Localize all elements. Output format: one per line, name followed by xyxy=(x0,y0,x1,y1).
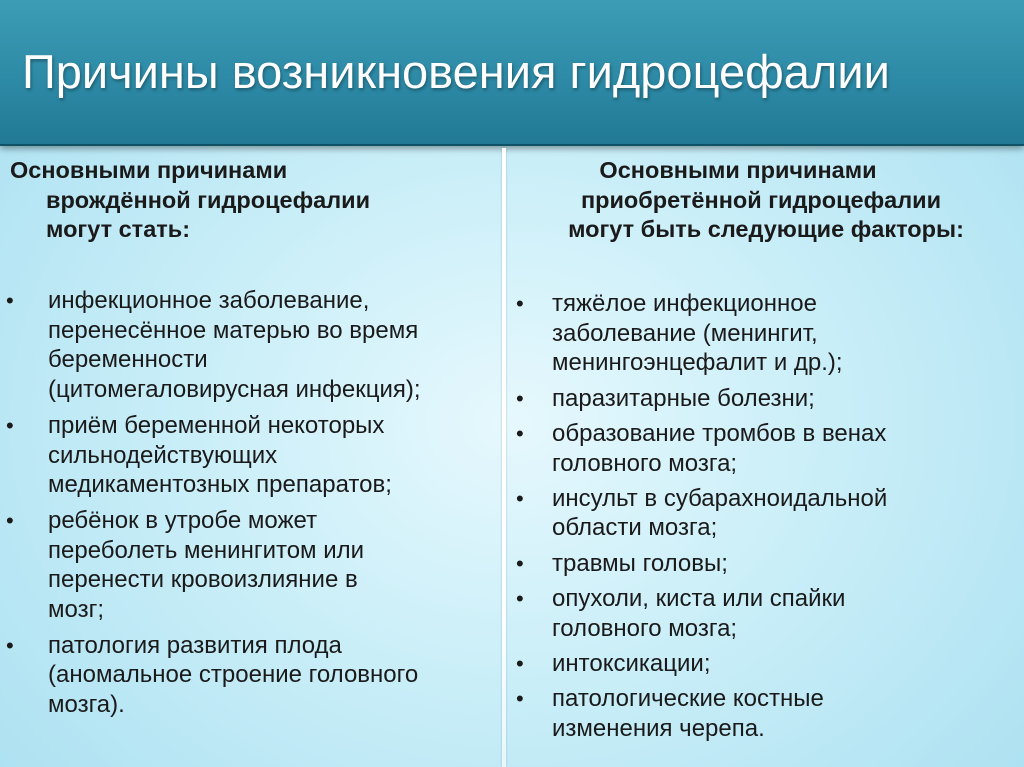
heading-line: Основными причинами xyxy=(10,157,288,183)
list-item-line: мозг; xyxy=(48,596,105,624)
bullet-icon: • xyxy=(516,650,524,676)
list-item-line: инфекционное заболевание, xyxy=(48,287,370,314)
list-item-line: травмы головы; xyxy=(552,549,728,577)
list-item xyxy=(6,411,500,500)
list-item-line: головного мозга; xyxy=(552,449,738,477)
list-item-line: мозга). xyxy=(48,691,125,719)
heading-line: врождённой гидроцефалии xyxy=(46,186,371,213)
list-item-line: патология развития плода xyxy=(48,631,342,659)
list-item-line: приём беременной некоторых xyxy=(48,411,385,439)
list-item xyxy=(510,289,1022,378)
list-item-line: инсульт в субарахноидальной xyxy=(552,484,888,512)
list-item-line: ребёнок в утробе может xyxy=(48,506,318,534)
list-item xyxy=(510,684,1022,743)
list-item-line: патологические костные xyxy=(552,684,824,712)
bullet-icon: • xyxy=(516,385,524,411)
bullet-icon: • xyxy=(516,550,524,576)
bullet-icon: • xyxy=(516,485,524,511)
list-item xyxy=(6,286,500,405)
list-item-line: (цитомегаловирусная инфекция); xyxy=(48,376,421,404)
bullet-icon: • xyxy=(6,288,14,313)
congenital-causes-heading xyxy=(6,150,500,245)
list-item-line: медикаментозных препаратов; xyxy=(48,471,392,499)
list-item-line: переболеть менингитом или xyxy=(48,536,365,564)
list-item-line: перенесённое матерью во время xyxy=(48,316,419,344)
list-item-line: сильнодействующих xyxy=(48,441,278,469)
list-item-line: беременности xyxy=(48,346,208,374)
list-item-line: опухоли, киста или спайки xyxy=(552,584,846,612)
list-item-line: изменения черепа. xyxy=(552,714,765,742)
list-item-line: интоксикации; xyxy=(552,649,711,677)
acquired-causes-column xyxy=(510,150,1022,742)
column-divider xyxy=(502,148,506,767)
bullet-icon: • xyxy=(516,585,524,611)
bullet-icon: • xyxy=(6,412,14,438)
heading-line: приобретённой гидроцефалии xyxy=(580,186,942,213)
congenital-causes-column xyxy=(6,150,500,719)
bullet-icon: • xyxy=(516,291,524,316)
list-item-line: паразитарные болезни; xyxy=(552,384,815,412)
bullet-icon: • xyxy=(516,420,524,446)
bullet-icon: • xyxy=(6,632,14,658)
list-item-line: перенести кровоизлияние в xyxy=(48,566,358,594)
list-item xyxy=(510,649,1022,679)
list-item xyxy=(510,584,1022,643)
bullet-icon: • xyxy=(6,507,14,533)
list-item-line: менингоэнцефалит и др.); xyxy=(552,349,843,377)
list-item-line: образование тромбов в венах xyxy=(552,419,887,447)
list-item-line: заболевание (менингит, xyxy=(552,319,818,347)
list-item xyxy=(6,506,500,625)
heading-line: могут быть следующие факторы: xyxy=(568,216,964,242)
title-bar xyxy=(0,0,1024,146)
slide-title: Причины возникновения гидроцефалии xyxy=(22,45,890,98)
list-item-line: (аномальное строение головного xyxy=(48,661,419,689)
list-item-line: области мозга; xyxy=(552,514,718,542)
acquired-causes-heading xyxy=(510,150,1022,245)
list-item xyxy=(510,384,1022,414)
list-item xyxy=(510,484,1022,543)
congenital-causes-list xyxy=(6,286,500,726)
heading-line: Основными причинами xyxy=(599,157,877,183)
list-item-line: тяжёлое инфекционное xyxy=(552,290,817,317)
list-item xyxy=(6,631,500,720)
bullet-icon: • xyxy=(516,685,524,711)
list-item-line: головного мозга; xyxy=(552,614,738,642)
heading-line: могут стать: xyxy=(46,216,191,242)
list-item xyxy=(510,419,1022,478)
list-item xyxy=(510,549,1022,579)
acquired-causes-list xyxy=(510,289,1022,749)
